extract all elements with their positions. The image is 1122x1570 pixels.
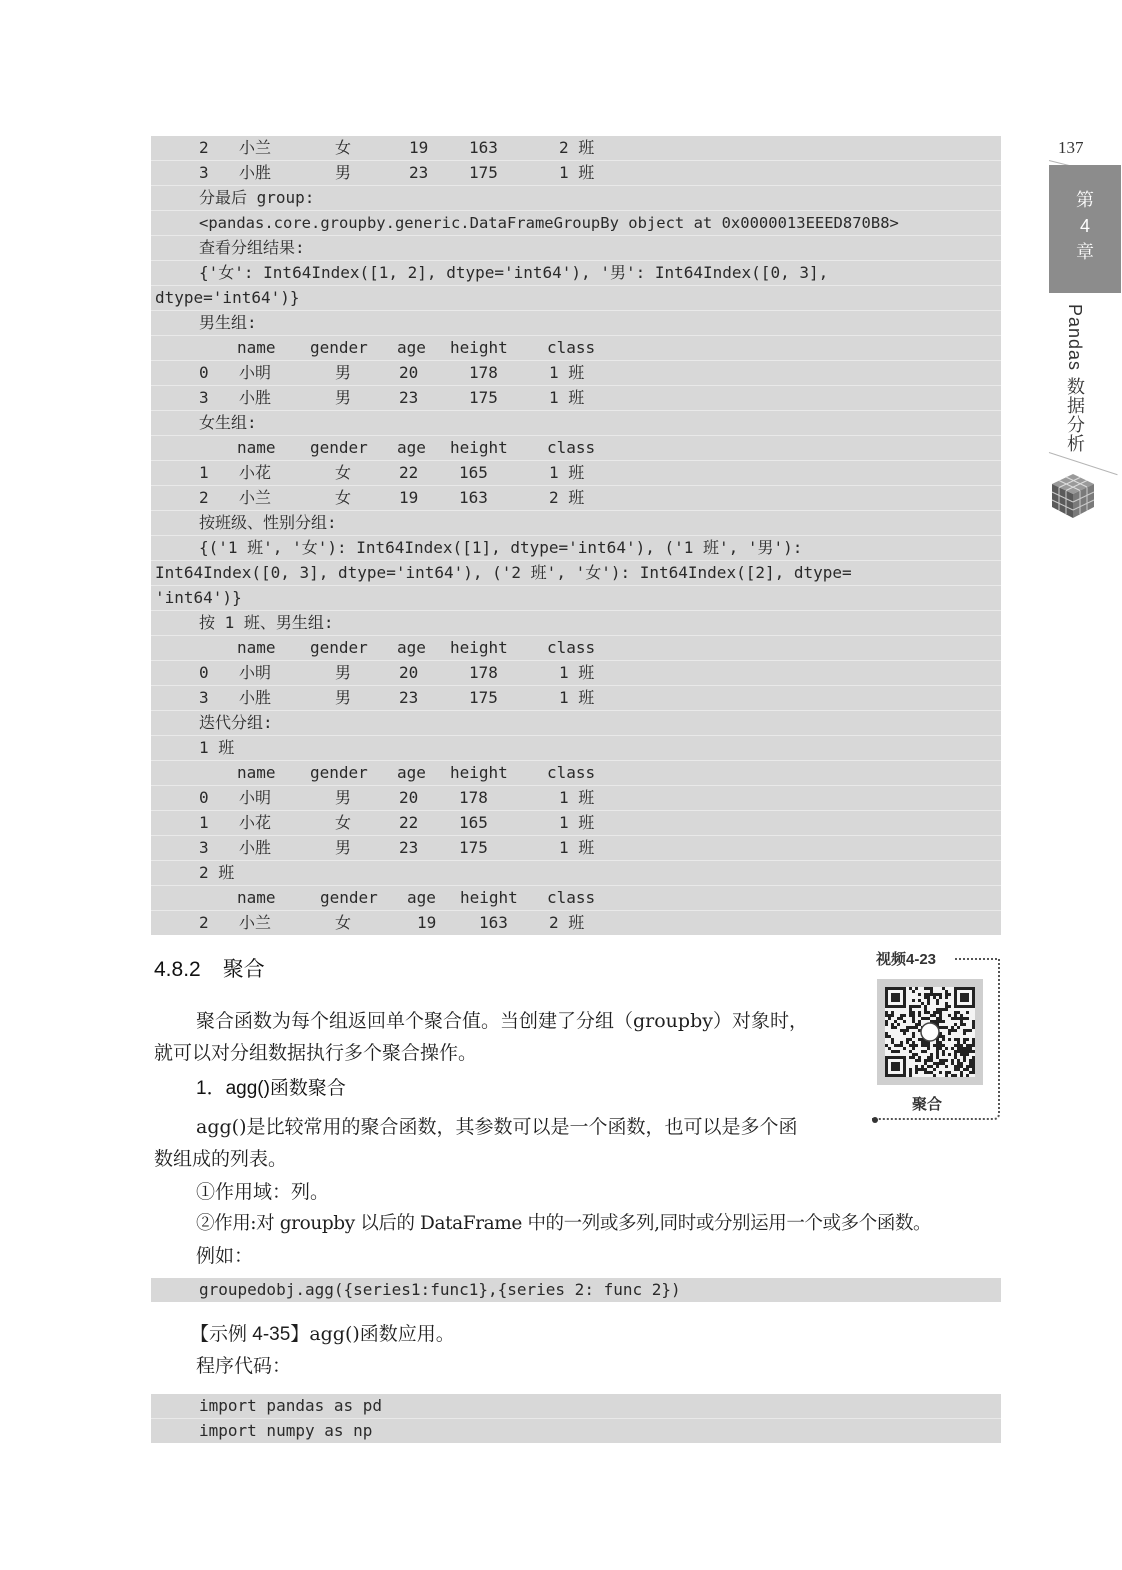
class-gender-line2: Int64Index([0, 3], dtype='int64'), ('2 班', '女'): Int64Index([2], dtype= [151,561,1001,586]
groupby-object-repr: <pandas.core.groupby.generic.DataFrameGroupBy object at 0x0000013EEED870B8> [151,211,1001,236]
section-title: 聚合 [222,958,265,981]
row-name: 小胜 [239,388,272,407]
row-age: 23 [399,838,419,857]
row-class: 1 班 [559,838,595,857]
qr-code-frame[interactable] [877,979,983,1085]
row-class: 2 班 [549,913,585,932]
video-box-top-border [955,958,997,960]
row-height: 165 [459,813,488,832]
row-height: 165 [459,463,488,482]
row-index: 0 [199,363,209,382]
row-gender: 男 [335,388,352,407]
table-row [151,361,1001,386]
iteration-label: 迭代分组: [151,711,1001,736]
row-name: 小兰 [239,488,272,507]
row-gender: 女 [335,463,352,482]
row-gender: 女 [335,813,352,832]
header-gender: gender [310,763,368,782]
agg-code-block [151,1278,1001,1302]
chapter-tab-number: 4 [1079,216,1090,236]
row-class: 2 班 [549,488,585,507]
intro-line2: 就可以对分组数据执行多个聚合操作。 [154,1042,478,1064]
row-gender: 女 [335,138,352,157]
row-index: 2 [199,138,209,157]
code-line: import pandas as pd [151,1394,1001,1419]
table-row [151,811,1001,836]
header-age: age [397,438,426,457]
row-height: 175 [469,388,498,407]
row-name: 小胜 [239,838,272,857]
header-name: name [237,888,276,907]
table-row [151,836,1001,861]
table-row [151,161,1001,186]
row-height: 178 [469,663,498,682]
row-class: 2 班 [559,138,595,157]
row-age: 22 [399,463,419,482]
table-header [151,761,1001,786]
header-name: name [237,438,276,457]
row-class: 1 班 [559,788,595,807]
row-gender: 男 [335,838,352,857]
row-age: 20 [399,363,419,382]
row-class: 1 班 [549,388,585,407]
row-index: 2 [199,913,209,932]
video-title: 视频4-23 [876,948,940,969]
table-header [151,636,1001,661]
header-class: class [547,438,596,457]
row-name: 小胜 [239,688,272,707]
male-group-label: 男生组: [151,311,1001,336]
output-code-block [151,136,1001,935]
class1-male-label: 按 1 班、男生组: [151,611,1001,636]
row-name: 小兰 [239,138,272,157]
row-gender: 男 [335,788,352,807]
header-age: age [397,638,426,657]
row-index: 0 [199,663,209,682]
table-row [151,661,1001,686]
header-age: age [397,338,426,357]
header-gender: gender [320,888,378,907]
effect-line: ②作用:对 groupby 以后的 DataFrame 中的一列或多列,同时或分别运用一个或多个函数。 [196,1213,932,1234]
view-result-label: 查看分组结果: [151,236,1001,261]
row-height: 163 [479,913,508,932]
table-row [151,686,1001,711]
row-height: 163 [469,138,498,157]
row-name: 小花 [239,813,272,832]
row-class: 1 班 [559,813,595,832]
row-index: 3 [199,163,209,182]
row-gender: 男 [335,663,352,682]
row-index: 0 [199,788,209,807]
video-caption: 聚合 [912,1095,943,1113]
subheading-agg: 1．agg()函数聚合 [196,1078,346,1099]
header-age: age [397,763,426,782]
table-header [151,436,1001,461]
row-class: 1 班 [549,363,585,382]
example-label: 【示例 4-35】 [190,1324,310,1345]
row-class: 1 班 [559,663,595,682]
header-height: height [450,763,508,782]
row-height: 178 [469,363,498,382]
row-height: 178 [459,788,488,807]
row-index: 1 [199,463,209,482]
header-age: age [407,888,436,907]
header-height: height [450,338,508,357]
row-name: 小胜 [239,163,272,182]
row-age: 23 [399,688,419,707]
header-gender: gender [310,438,368,457]
row-name: 小兰 [239,913,272,932]
chapter-tab-line3: 章 [1076,242,1094,262]
header-name: name [237,638,276,657]
row-gender: 男 [335,363,352,382]
qr-code-icon[interactable] [877,979,983,1085]
table-row [151,461,1001,486]
row-name: 小明 [239,363,272,382]
header-height: height [450,638,508,657]
row-class: 1 班 [549,463,585,482]
cube-logo-icon [1050,472,1096,520]
example-intro: 例如： [196,1245,254,1267]
header-gender: gender [310,638,368,657]
row-class: 1 班 [559,163,595,182]
table-row [151,911,1001,935]
program-label: 程序代码： [196,1355,292,1377]
row-index: 3 [199,388,209,407]
row-gender: 男 [335,163,352,182]
header-class: class [547,763,596,782]
code-line: import numpy as np [199,1421,373,1440]
row-index: 3 [199,688,209,707]
row-age: 20 [399,663,419,682]
row-gender: 女 [335,913,352,932]
agg-code-line: groupedobj.agg({series1:func1},{series 2: func 2}) [199,1280,681,1299]
last-group-label: 分最后 group: [151,186,1001,211]
header-gender: gender [310,338,368,357]
class2-group-label: 2 班 [151,861,1001,886]
row-height: 175 [459,838,488,857]
row-age: 19 [409,138,429,157]
chapter-tab [1049,165,1121,293]
class-gender-line3: 'int64')} [151,586,1001,611]
table-header [151,886,1001,911]
section-number: 4.8.2 [154,958,201,981]
scope-line: ①作用域：列。 [196,1181,330,1203]
table-row [151,386,1001,411]
row-name: 小明 [239,663,272,682]
agg-line1: agg()是比较常用的聚合函数，其参数可以是一个函数，也可以是多个函 [196,1116,798,1138]
example-text: agg()函数应用。 [309,1323,455,1345]
program-code-block [151,1394,1001,1443]
chapter-tab-line1: 第 [1076,190,1094,210]
row-age: 20 [399,788,419,807]
header-height: height [450,438,508,457]
table-row [151,786,1001,811]
video-box-bullet [872,1117,878,1123]
row-age: 19 [399,488,419,507]
header-class: class [547,338,596,357]
row-index: 1 [199,813,209,832]
class-gender-label: 按班级、性别分组: [151,511,1001,536]
row-age: 23 [409,163,429,182]
page-number: 137 [1058,138,1084,157]
row-index: 2 [199,488,209,507]
class-gender-line1: {('1 班', '女'): Int64Index([1], dtype='int64'), ('1 班', '男'): [151,536,1001,561]
row-index: 3 [199,838,209,857]
side-chapter-title: Pandas 数据分析 [1065,304,1085,454]
example-heading [190,1318,455,1351]
agg-line2: 数组成的列表。 [154,1148,288,1170]
row-age: 23 [399,388,419,407]
groups-dict-line2: dtype='int64')} [151,286,1001,311]
table-row [151,136,1001,161]
header-name: name [237,338,276,357]
header-class: class [547,638,596,657]
row-height: 163 [459,488,488,507]
groups-dict-line1: {'女': Int64Index([1, 2], dtype='int64'), '男': Int64Index([0, 3], [151,261,1001,286]
row-gender: 男 [335,688,352,707]
row-height: 175 [469,163,498,182]
row-height: 175 [469,688,498,707]
header-height: height [460,888,518,907]
table-header [151,336,1001,361]
section-heading [154,953,265,983]
row-age: 22 [399,813,419,832]
row-name: 小花 [239,463,272,482]
row-gender: 女 [335,488,352,507]
row-class: 1 班 [559,688,595,707]
header-name: name [237,763,276,782]
header-class: class [547,888,596,907]
class1-group-label: 1 班 [151,736,1001,761]
intro-line1: 聚合函数为每个组返回单个聚合值。当创建了分组（groupby）对象时， [196,1010,808,1032]
row-age: 19 [417,913,437,932]
female-group-label: 女生组: [151,411,1001,436]
row-name: 小明 [239,788,272,807]
table-row [151,486,1001,511]
